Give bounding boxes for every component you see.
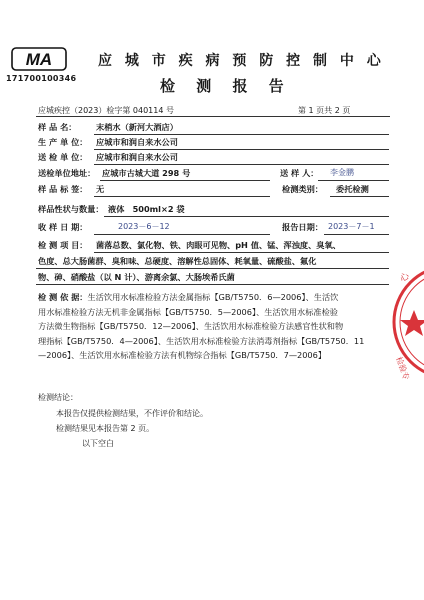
test-type-value: 委托检测 (336, 184, 369, 194)
conclusion-label: 检测结论： (38, 393, 78, 402)
sample-state-label: 样品性状与数量： (38, 204, 104, 214)
receive-date-label: 收 样 日 期： (38, 222, 88, 232)
svg-text:MA: MA (25, 50, 53, 69)
test-basis-line-4: 理指标【GB/T5750．4—2006】、生活饮用水标准检验方法消毒剂指标【GB/T5750．11 (38, 335, 365, 346)
submitter-value: 应城市和润自来水公司 (96, 152, 178, 162)
conclusion-line-2: 检测结果见本报告第 2 页。 (56, 424, 155, 433)
producer-label: 生 产 单 位： (38, 137, 88, 147)
submitter-underline (94, 152, 389, 165)
blank-below-note: 以下空白 (82, 439, 114, 448)
address-underline (100, 168, 270, 181)
header-divider (36, 116, 390, 117)
test-basis-line-3: 方法微生物指标【GB/T5750．12—2006】、生活饮用水标准检验方法感官性状和物 (38, 321, 344, 331)
test-basis-label: 检 测 依 据： (38, 292, 88, 302)
sender-value: 李金鹏 (330, 168, 354, 177)
svg-text:心: 心 (398, 271, 412, 285)
sample-state-value: 液体 500ml×2 袋 (108, 204, 185, 214)
test-items-line-2: 色度、总大肠菌群、臭和味、总硬度、溶解性总固体、耗氧量、硫酸盐、氟化 (38, 256, 317, 266)
sample-name-value: 末梢水（新河大酒店） (96, 122, 178, 132)
test-basis-block (38, 290, 390, 363)
sample-label-value: 无 (96, 184, 105, 194)
receive-date-underline (94, 222, 270, 235)
report-date-value: 2023－7－1 (328, 222, 375, 231)
sample-state-underline (104, 204, 389, 217)
test-items-underline-1 (94, 240, 389, 253)
sender-underline (318, 168, 389, 181)
organization-name: 应 城 市 疾 病 预 防 控 制 中 心 (98, 53, 385, 69)
report-date-underline (324, 222, 389, 235)
ma-certification-logo (10, 46, 68, 72)
producer-value: 应城市和润自来水公司 (96, 137, 178, 147)
svg-text:检验专: 检验专 (394, 355, 411, 382)
test-items-line-1: 菌落总数、氯化物、铁、肉眼可见物、pH 值、锰、浑浊度、臭氧、 (96, 240, 341, 250)
producer-underline (94, 137, 389, 150)
test-items-underline-3 (36, 272, 389, 285)
submitter-label: 送 检 单 位： (38, 152, 88, 162)
sample-name-underline (94, 122, 389, 135)
test-type-label: 检测类别： (282, 184, 323, 194)
report-date-label: 报告日期： (282, 222, 323, 232)
test-basis-line-5: —2006】、生活饮用水标准检验方法有机物综合指标【GB/T5750．7—2006】 (38, 350, 327, 360)
document-title: 检 测 报 告 (160, 77, 292, 95)
address-label: 送检单位地址： (38, 168, 96, 178)
report-reference-number: 应城疾控（2023）检字第 040114 号 (38, 106, 174, 115)
page-indicator: 第 1 页共 2 页 (298, 106, 351, 115)
test-basis-line-1: 生活饮用水标准检验方法金属指标【GB/T5750．6—2006】、生活饮 (87, 292, 339, 302)
sender-label: 送 样 人： (280, 168, 319, 178)
ma-certificate-number: 171700100346 (6, 74, 77, 83)
test-basis-line-2: 用水标准检验方法无机非金属指标【GB/T5750．5—2006】、生活饮用水标准检验 (38, 306, 338, 317)
conclusion-line-1: 本报告仅提供检测结果，不作评价和结论。 (56, 409, 208, 418)
address-value: 应城市古城大道 298 号 (102, 168, 191, 178)
sample-name-label: 样 品 名： (38, 122, 77, 132)
test-items-underline-2 (36, 256, 389, 269)
test-type-underline (330, 184, 389, 197)
test-items-line-3: 物、砷、硝酸盐（以 N 计）、游离余氯、大肠埃希氏菌 (38, 272, 235, 282)
test-items-label: 检 测 项 目： (38, 240, 88, 250)
sample-label-label: 样 品 标 签： (38, 184, 88, 194)
receive-date-value: 2023－6－12 (118, 222, 170, 231)
official-seal-stamp (390, 262, 424, 382)
sample-label-underline (94, 184, 270, 197)
